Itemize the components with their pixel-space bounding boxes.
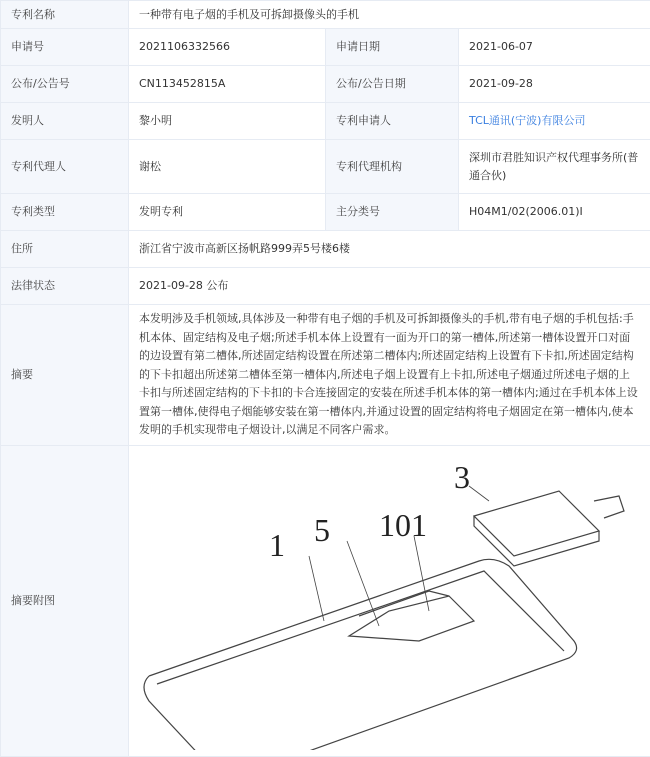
- app-date-label: 申请日期: [326, 29, 459, 66]
- address-label: 住所: [1, 231, 129, 268]
- title-value: 一种带有电子烟的手机及可拆卸摄像头的手机: [129, 1, 650, 29]
- abstract-value: 本发明涉及手机领域,具体涉及一种带有电子烟的手机及可拆卸摄像头的手机,带有电子烟的手机包括:手机本体、固定结构及电子烟;所述手机本体上设置有一面为开口的第一槽体,所述第一槽体设置开口对面的边设置有第二槽体,所述固定结构设置在所述第二槽体内;所述固定结构上设置有下卡扣,所述固定结构的下卡扣超出所述第二槽体至第一槽体内,所述电子烟上设置有上卡扣,所述电子烟通过所述电子烟的上卡扣与所述固定结构的下卡扣的卡合连接固定的安装在所述手机本体的第一槽体内;通过在手机本体上设置第一槽体,使得电子烟能够安装在第一槽体内,并通过设置的固定结构将电子烟固定在第一槽体内,使本发明的手机实现带电子烟设计,以满足不同客户需求。: [129, 305, 650, 446]
- inventor-label: 发明人: [1, 103, 129, 140]
- ipc-value: H04M1/02(2006.01)I: [459, 194, 650, 231]
- callout-1: 1: [269, 527, 285, 563]
- address-value: 浙江省宁波市高新区扬帆路999弄5号楼6楼: [129, 231, 650, 268]
- ipc-label: 主分类号: [326, 194, 459, 231]
- callout-101: 101: [379, 507, 427, 543]
- inventor-value: 黎小明: [129, 103, 326, 140]
- type-value: 发明专利: [129, 194, 326, 231]
- title-label: 专利名称: [1, 1, 129, 29]
- pub-date-label: 公布/公告日期: [326, 66, 459, 103]
- e-cigarette-drawing: [474, 491, 624, 566]
- app-no-label: 申请号: [1, 29, 129, 66]
- pub-no-value: CN113452815A: [129, 66, 326, 103]
- status-value: 2021-09-28 公布: [129, 268, 650, 305]
- app-no-value: 2021106332566: [129, 29, 326, 66]
- abstract-label: 摘要: [1, 305, 129, 446]
- type-label: 专利类型: [1, 194, 129, 231]
- figure-label: 摘要附图: [1, 445, 129, 756]
- callout-3: 3: [454, 459, 470, 495]
- applicant-label: 专利申请人: [326, 103, 459, 140]
- agent-label: 专利代理人: [1, 140, 129, 194]
- applicant-link[interactable]: TCL通讯(宁波)有限公司: [469, 114, 585, 127]
- callout-5: 5: [314, 512, 330, 548]
- pub-date-value: 2021-09-28: [459, 66, 650, 103]
- app-date-value: 2021-06-07: [459, 29, 650, 66]
- phone-body-drawing: [144, 559, 577, 750]
- pub-no-label: 公布/公告号: [1, 66, 129, 103]
- abstract-figure: [129, 446, 650, 750]
- status-label: 法律状态: [1, 268, 129, 305]
- agency-label: 专利代理机构: [326, 140, 459, 194]
- agency-value: 深圳市君胜知识产权代理事务所(普通合伙): [459, 140, 650, 194]
- agent-value: 谢松: [129, 140, 326, 194]
